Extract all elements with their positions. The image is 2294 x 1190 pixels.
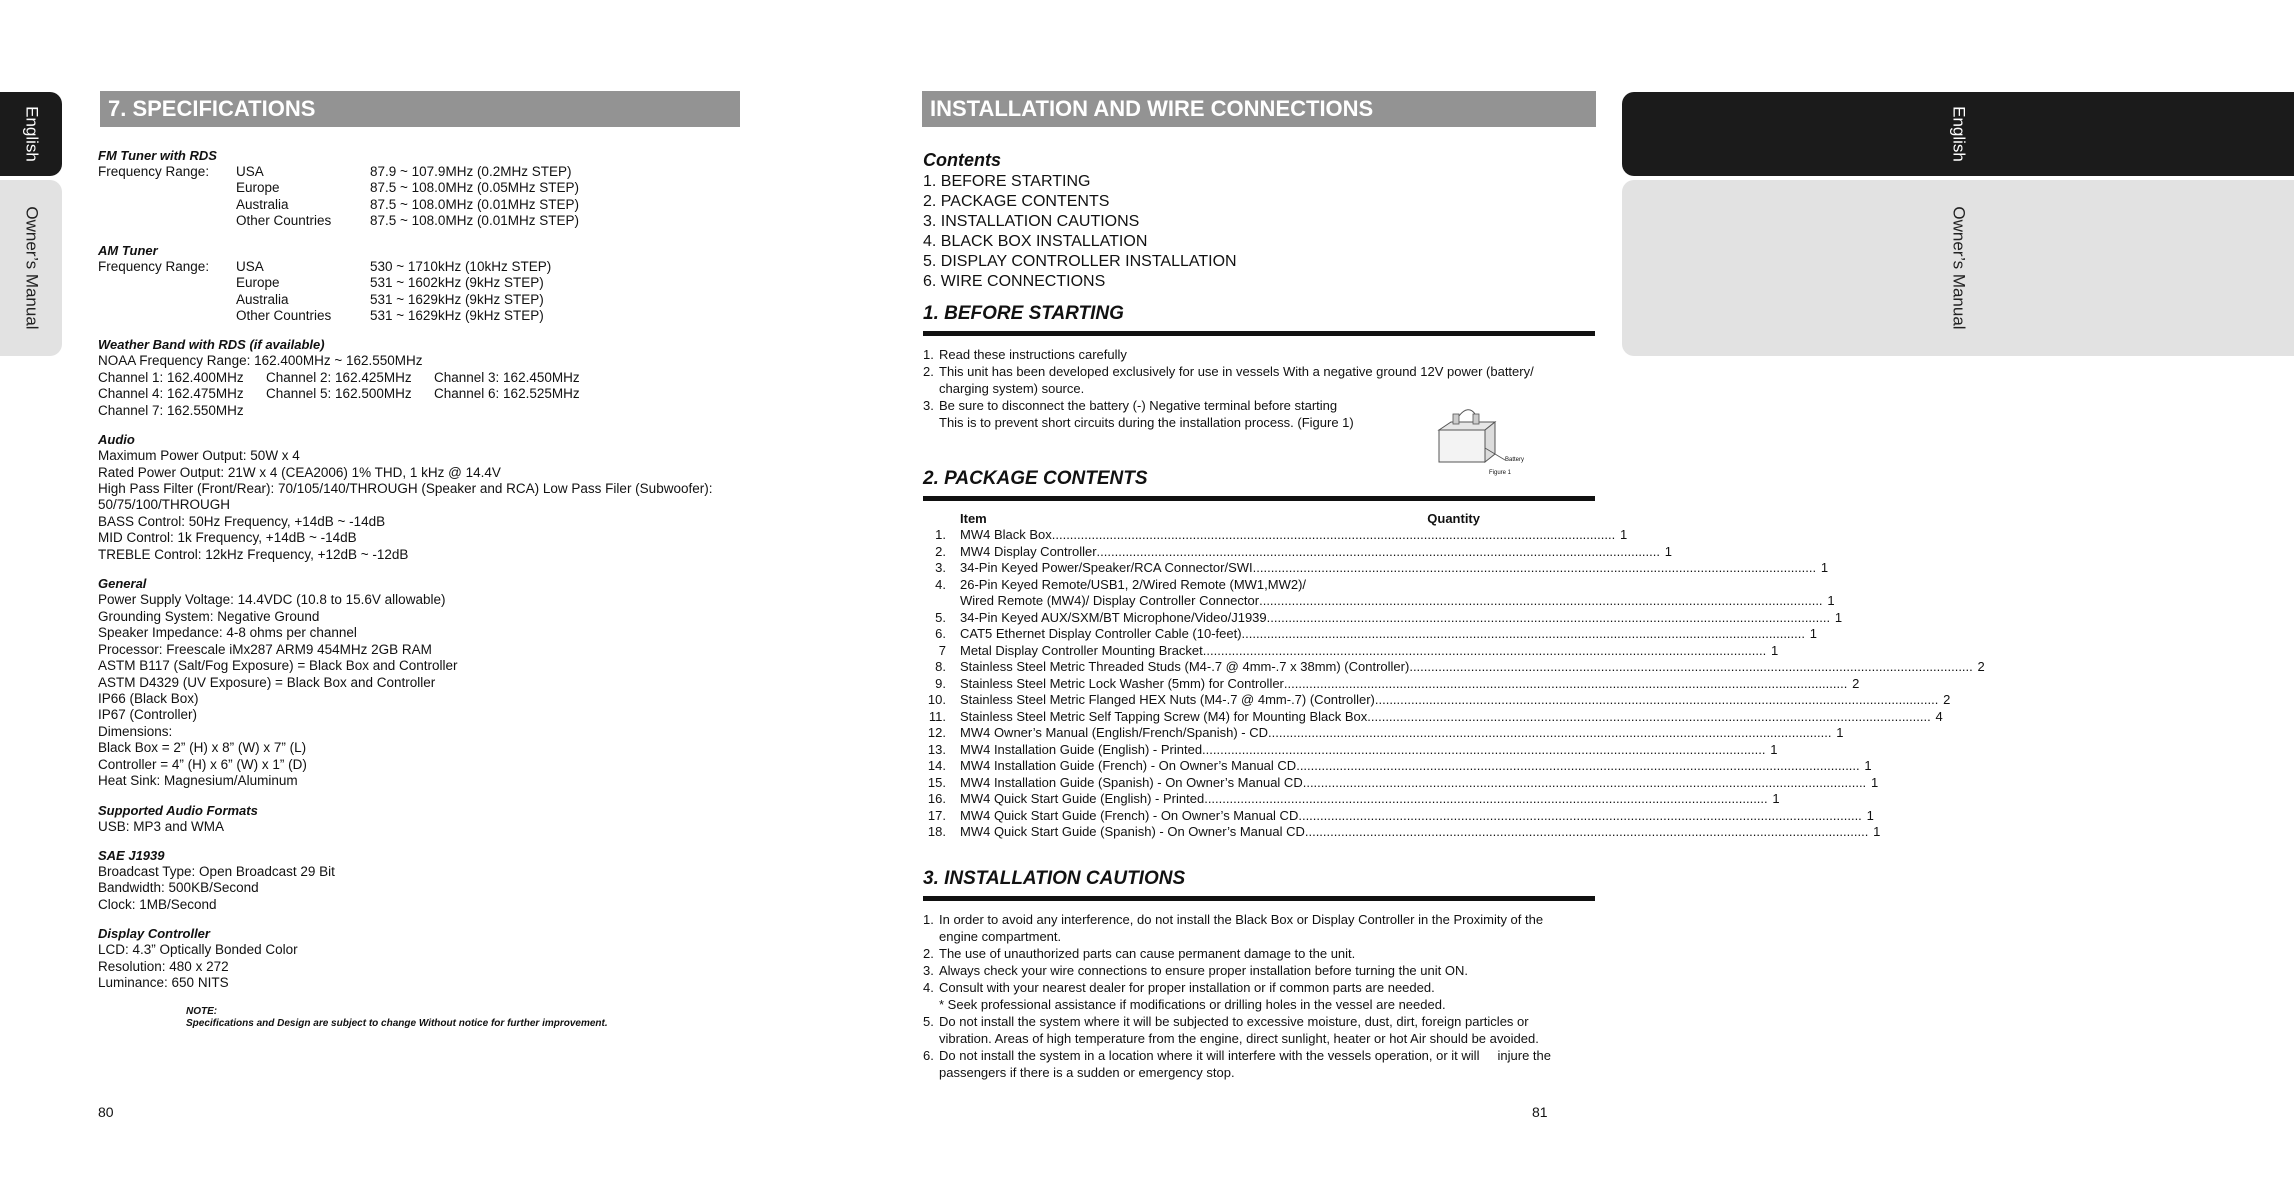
- channel: Channel 2: 162.425MHz: [266, 369, 412, 385]
- table-row: [923, 577, 1483, 594]
- note-label: NOTE:: [186, 1005, 218, 1017]
- row-qty: 1: [1834, 609, 1843, 625]
- table-row: [923, 593, 1835, 610]
- channel-row: [98, 403, 738, 419]
- row-item: Wired Remote (MW4)/ Display Controller Connector: [960, 593, 1260, 609]
- region: Australia: [236, 196, 289, 212]
- row-item: 26-Pin Keyed Remote/USB1, 2/Wired Remote (MW1,MW2)/: [960, 576, 1307, 592]
- item-number: 3.: [923, 962, 934, 978]
- item-text: Read these instructions carefully: [939, 347, 1127, 363]
- row-item: MW4 Quick Start Guide (Spanish) - On Owner’s Manual CD: [960, 824, 1305, 840]
- row-number: 15.: [927, 774, 946, 790]
- region: Australia: [236, 291, 289, 307]
- row-number: 7: [938, 642, 946, 658]
- item-number: 4.: [923, 979, 934, 995]
- battery-figure: [1435, 408, 1531, 480]
- spec-line: MID Control: 1k Frequency, +14dB ~ -14dB: [98, 530, 357, 546]
- table-row: [923, 543, 1672, 561]
- table-row: [923, 692, 1951, 709]
- list-item: [923, 363, 1595, 380]
- audio-section: [98, 432, 738, 563]
- spec-line: 50/75/100/THROUGH: [98, 497, 231, 513]
- row-qty: 1: [1820, 560, 1829, 576]
- package-contents-title: 2. PACKAGE CONTENTS: [923, 467, 1595, 501]
- contents-item: 1. BEFORE STARTING: [923, 172, 1091, 190]
- noaa-range: NOAA Frequency Range: 162.400MHz ~ 162.550MHz: [98, 353, 423, 369]
- freq-row: [98, 292, 738, 308]
- row-qty: 4: [1935, 708, 1943, 724]
- fm-tuner-section: [98, 148, 738, 230]
- spec-line: Heat Sink: Magnesium/Aluminum: [98, 773, 298, 789]
- row-number: 4.: [935, 576, 946, 592]
- freq-value: 531 ~ 1629kHz (9kHz STEP): [370, 291, 544, 307]
- table-row: [923, 527, 1628, 544]
- spec-line: ASTM B117 (Salt/Fog Exposure) = Black Box and Controller: [98, 658, 458, 674]
- row-qty: 1: [1809, 626, 1817, 642]
- row-item: MW4 Black Box: [960, 527, 1052, 543]
- spec-line: LCD: 4.3” Optically Bonded Color: [98, 942, 298, 958]
- list-item: [923, 346, 1595, 363]
- section-title: Supported Audio Formats: [98, 802, 258, 818]
- installation-cautions-title: 3. INSTALLATION CAUTIONS: [923, 867, 1595, 901]
- channel-row: [98, 386, 738, 402]
- list-item: [923, 979, 1595, 996]
- row-number: 8.: [935, 659, 946, 675]
- item-text: This unit has been developed exclusively for use in vessels With a negative ground 12V power (battery/: [939, 364, 1534, 380]
- before-starting-title: 1. BEFORE STARTING: [923, 302, 1595, 336]
- freq-value: 531 ~ 1602kHz (9kHz STEP): [370, 275, 544, 291]
- spec-line: Maximum Power Output: 50W x 4: [98, 448, 300, 464]
- row-qty: 1: [1770, 741, 1778, 757]
- row-number: 9.: [935, 675, 946, 691]
- tab-owners-manual-left: [0, 180, 62, 356]
- item-text: In order to avoid any interference, do not install the Black Box or Display Controller in the Proximity of the: [939, 911, 1544, 927]
- row-number: 16.: [927, 791, 946, 807]
- general-section: [98, 576, 738, 789]
- row-number: [923, 593, 960, 610]
- contents-item: 5. DISPLAY CONTROLLER INSTALLATION: [923, 252, 1237, 270]
- item-number: 1.: [923, 347, 934, 363]
- item-text: Be sure to disconnect the battery (-) Negative terminal before starting: [939, 398, 1338, 414]
- freq-value: 87.9 ~ 107.9MHz (0.2MHz STEP): [370, 163, 572, 179]
- page-number-left: 80: [98, 1104, 114, 1120]
- contents-item: 6. WIRE CONNECTIONS: [923, 272, 1106, 290]
- region: Other Countries: [236, 308, 332, 323]
- freq-value: 87.5 ~ 108.0MHz (0.01MHz STEP): [370, 196, 579, 212]
- list-item: [923, 911, 1595, 928]
- row-number: 5.: [935, 609, 946, 625]
- freq-value: 87.5 ~ 108.0MHz (0.01MHz STEP): [370, 213, 579, 229]
- spec-line: TREBLE Control: 12kHz Frequency, +12dB ~ -12dB: [98, 546, 409, 562]
- row-item: Stainless Steel Metric Threaded Studs (M4-.7 @ 4mm-.7 x 38mm) (Controller): [960, 659, 1410, 675]
- row-qty: 1: [1873, 824, 1881, 840]
- am-tuner-section: [98, 243, 738, 325]
- table-row: [923, 824, 1881, 841]
- spec-line: Controller = 4” (H) x 6” (W) x 1” (D): [98, 756, 307, 772]
- channel: Channel 7: 162.550MHz: [98, 402, 244, 418]
- freq-row: [98, 180, 738, 196]
- item-text: Do not install the system where it will be subjected to excessive moisture, dust, dirt, foreign particles or: [939, 1013, 1529, 1029]
- table-row: [923, 708, 1943, 726]
- col-item: Item: [960, 511, 987, 527]
- row-item: Metal Display Controller Mounting Bracket: [960, 642, 1203, 658]
- contents-item: 3. INSTALLATION CAUTIONS: [923, 212, 1140, 230]
- spec-line: IP66 (Black Box): [98, 691, 199, 707]
- spec-line: Rated Power Output: 21W x 4 (CEA2006) 1% THD, 1 kHz @ 14.4V: [98, 464, 501, 480]
- section-title: FM Tuner with RDS: [98, 148, 217, 163]
- channel: Channel 3: 162.450MHz: [434, 369, 580, 385]
- spec-line: Resolution: 480 x 272: [98, 958, 229, 974]
- spec-line: Clock: 1MB/Second: [98, 896, 217, 912]
- weather-band-section: [98, 337, 738, 419]
- row-qty: 1: [1771, 642, 1779, 658]
- item-text: passengers if there is a sudden or emergency stop.: [939, 1064, 1235, 1080]
- contents-title: Contents: [923, 150, 1001, 170]
- list-item: [923, 928, 1595, 945]
- installation-cautions-list: [923, 911, 1595, 1081]
- section-title: General: [98, 576, 147, 592]
- spec-line: Processor: Freescale iMx287 ARM9 454MHz 2GB RAM: [98, 641, 432, 657]
- item-number: 5.: [923, 1013, 934, 1029]
- freq-row: [98, 197, 738, 213]
- contents-item: 2. PACKAGE CONTENTS: [923, 192, 1110, 210]
- spec-line: Broadcast Type: Open Broadcast 29 Bit: [98, 864, 335, 880]
- row-qty: 1: [1772, 791, 1780, 807]
- row-qty: 2: [1977, 659, 1985, 675]
- region: Other Countries: [236, 213, 332, 229]
- row-item: MW4 Owner’s Manual (English/French/Spanish) - CD: [960, 725, 1269, 741]
- row-item: 34-Pin Keyed AUX/SXM/BT Microphone/Video/J1939: [960, 609, 1267, 625]
- table-row: [923, 791, 1780, 808]
- row-number: 3.: [935, 560, 946, 576]
- spec-line: Bandwidth: 500KB/Second: [98, 880, 259, 896]
- row-item: MW4 Installation Guide (Spanish) - On Owner’s Manual CD: [960, 774, 1303, 790]
- section-title: AM Tuner: [98, 242, 158, 258]
- contents-list: [923, 172, 1595, 292]
- installation-content: [923, 150, 1985, 1081]
- channel: Channel 5: 162.500MHz: [266, 386, 412, 402]
- table-row: [923, 642, 1779, 660]
- note-text: Specifications and Design are subject to change Without notice for further improvement.: [186, 1017, 608, 1029]
- table-row: [923, 725, 1844, 742]
- row-qty: 1: [1619, 527, 1628, 543]
- sae-j1939-section: [98, 848, 738, 913]
- freq-row: [98, 308, 738, 324]
- freq-label: Frequency Range:: [98, 258, 210, 274]
- row-number: 10.: [927, 692, 946, 708]
- region: USA: [236, 258, 264, 274]
- item-text: Do not install the system in a location where it will interfere with the vessels operation, or it will injure the: [939, 1047, 1551, 1063]
- row-item: MW4 Installation Guide (English) - Printed: [960, 741, 1203, 757]
- table-row: [923, 609, 1843, 627]
- item-text: vibration. Areas of high temperature from the engine, direct sunlight, heater or hot Air should be avoided.: [939, 1030, 1539, 1046]
- spec-line: Power Supply Voltage: 14.4VDC (10.8 to 15.6V allowable): [98, 592, 446, 608]
- row-number: 6.: [935, 626, 946, 642]
- list-item: [923, 996, 1595, 1013]
- row-qty: 2: [1943, 692, 1951, 708]
- row-item: 34-Pin Keyed Power/Speaker/RCA Connector/SWI: [960, 560, 1253, 576]
- item-text: engine compartment.: [939, 928, 1062, 944]
- freq-row: [98, 213, 738, 229]
- table-row: [923, 659, 1985, 676]
- list-item: [923, 1064, 1595, 1081]
- table-row: [923, 626, 1817, 643]
- tab-english-label: English: [22, 106, 42, 162]
- installation-header: INSTALLATION AND WIRE CONNECTIONS: [922, 91, 1596, 127]
- page-number-right: 81: [1532, 1104, 1548, 1120]
- spec-line: Luminance: 650 NITS: [98, 975, 229, 991]
- spec-line: High Pass Filter (Front/Rear): 70/105/140/THROUGH (Speaker and RCA) Low Pass Filer (Subwoofer):: [98, 481, 713, 496]
- item-number: 6.: [923, 1047, 934, 1063]
- item-text: This is to prevent short circuits during the installation process. (Figure 1): [939, 415, 1354, 431]
- row-item: Stainless Steel Metric Flanged HEX Nuts (M4-.7 @ 4mm-.7) (Controller): [960, 692, 1375, 708]
- audio-formats-section: [98, 803, 738, 835]
- list-item: [923, 1030, 1595, 1047]
- spec-line: USB: MP3 and WMA: [98, 818, 225, 834]
- package-table-header: [960, 511, 1480, 527]
- row-item: Stainless Steel Metric Lock Washer (5mm) for Controller: [960, 675, 1284, 691]
- specifications-header: 7. SPECIFICATIONS: [100, 91, 740, 127]
- specifications-note: [186, 1006, 738, 1030]
- tab-owners-manual-right: [1622, 180, 2294, 356]
- item-number: 3.: [923, 398, 934, 414]
- item-number: 2.: [923, 945, 934, 961]
- row-number: 14.: [927, 758, 946, 774]
- item-number: 1.: [923, 911, 934, 927]
- row-number: 11.: [928, 708, 946, 724]
- region: USA: [236, 163, 264, 179]
- specifications-content: [98, 148, 738, 1030]
- section-title: Audio: [98, 432, 135, 448]
- spec-line: Dimensions:: [98, 723, 173, 739]
- row-item: CAT5 Ethernet Display Controller Cable (10-feet): [960, 626, 1242, 642]
- contents-item: 4. BLACK BOX INSTALLATION: [923, 232, 1148, 250]
- row-qty: 1: [1864, 758, 1872, 774]
- row-item: MW4 Display Controller: [960, 543, 1097, 559]
- list-item: [923, 380, 1595, 397]
- channel: Channel 6: 162.525MHz: [434, 386, 580, 402]
- list-item: [923, 945, 1595, 962]
- table-row: [923, 774, 1879, 792]
- spec-line: IP67 (Controller): [98, 707, 198, 723]
- list-item: [923, 1047, 1595, 1064]
- spec-line: Black Box = 2” (H) x 8” (W) x 7” (L): [98, 740, 307, 756]
- table-row: [923, 758, 1872, 775]
- freq-row: [98, 164, 738, 180]
- row-number: 17.: [927, 807, 946, 823]
- freq-value: 531 ~ 1629kHz (9kHz STEP): [370, 308, 544, 323]
- table-row: [923, 741, 1778, 759]
- region: Europe: [236, 180, 280, 196]
- freq-value: 530 ~ 1710kHz (10kHz STEP): [370, 258, 552, 274]
- spec-line: Grounding System: Negative Ground: [98, 608, 320, 624]
- spec-line: ASTM D4329 (UV Exposure) = Black Box and Controller: [98, 674, 436, 690]
- package-table: [923, 511, 1985, 841]
- battery-icon: [1435, 408, 1531, 480]
- section-title: SAE J1939: [98, 848, 165, 864]
- table-row: [923, 675, 1860, 693]
- spec-line: BASS Control: 50Hz Frequency, +14dB ~ -14dB: [98, 513, 386, 529]
- col-quantity: Quantity: [1427, 511, 1480, 527]
- tab-owners-manual-label: Owner’s Manual: [22, 206, 42, 330]
- item-text: * Seek professional assistance if modifications or drilling holes in the vessel are needed.: [939, 996, 1446, 1012]
- row-qty: 1: [1664, 543, 1672, 559]
- row-qty: 2: [1852, 675, 1860, 691]
- list-item: [923, 1013, 1595, 1030]
- channel: Channel 4: 162.475MHz: [98, 386, 244, 402]
- row-qty: 1: [1827, 593, 1835, 609]
- freq-value: 87.5 ~ 108.0MHz (0.05MHz STEP): [370, 180, 579, 196]
- channel: Channel 1: 162.400MHz: [98, 369, 244, 385]
- row-number: 13.: [927, 741, 946, 757]
- tab-english-right: [1622, 92, 2294, 176]
- figure-caption: Figure 1: [1489, 470, 1512, 476]
- freq-row: [98, 259, 738, 275]
- freq-row: [98, 275, 738, 291]
- item-text: The use of unauthorized parts can cause permanent damage to the unit.: [939, 945, 1356, 961]
- tab-owners-manual-label: Owner’s Manual: [1949, 206, 1969, 330]
- row-item: Stainless Steel Metric Self Tapping Screw (M4) for Mounting Black Box: [960, 708, 1368, 724]
- section-title: Display Controller: [98, 926, 210, 942]
- region: Europe: [236, 275, 280, 291]
- channel-row: [98, 370, 738, 386]
- tab-english-label: English: [1949, 106, 1969, 162]
- figure-part-label: Battery: [1505, 457, 1525, 463]
- row-number: 1.: [935, 527, 946, 543]
- list-item: [923, 962, 1595, 979]
- row-item: MW4 Installation Guide (French) - On Owner’s Manual CD: [960, 758, 1297, 774]
- freq-label: Frequency Range:: [98, 163, 210, 179]
- row-item: MW4 Quick Start Guide (French) - On Owner’s Manual CD: [960, 807, 1299, 823]
- item-text: Always check your wire connections to ensure proper installation before turning the unit ON.: [939, 962, 1468, 978]
- row-qty: 1: [1870, 774, 1879, 790]
- row-qty: 1: [1836, 725, 1844, 741]
- item-text: charging system) source.: [939, 381, 1085, 397]
- tab-english-left: [0, 92, 62, 176]
- spec-line: Speaker Impedance: 4-8 ohms per channel: [98, 625, 357, 641]
- item-text: Consult with your nearest dealer for proper installation or if common parts are needed.: [939, 979, 1435, 995]
- row-number: 2.: [935, 543, 946, 559]
- table-row: [923, 807, 1874, 825]
- row-number: 12.: [927, 725, 946, 741]
- display-controller-section: [98, 926, 738, 991]
- row-qty: 1: [1866, 807, 1874, 823]
- section-title: Weather Band with RDS (if available): [98, 337, 325, 353]
- row-qty: [1471, 577, 1483, 594]
- item-number: 2.: [923, 364, 934, 380]
- table-row: [923, 560, 1829, 577]
- row-item: MW4 Quick Start Guide (English) - Printed: [960, 791, 1205, 807]
- row-number: 18.: [927, 824, 946, 840]
